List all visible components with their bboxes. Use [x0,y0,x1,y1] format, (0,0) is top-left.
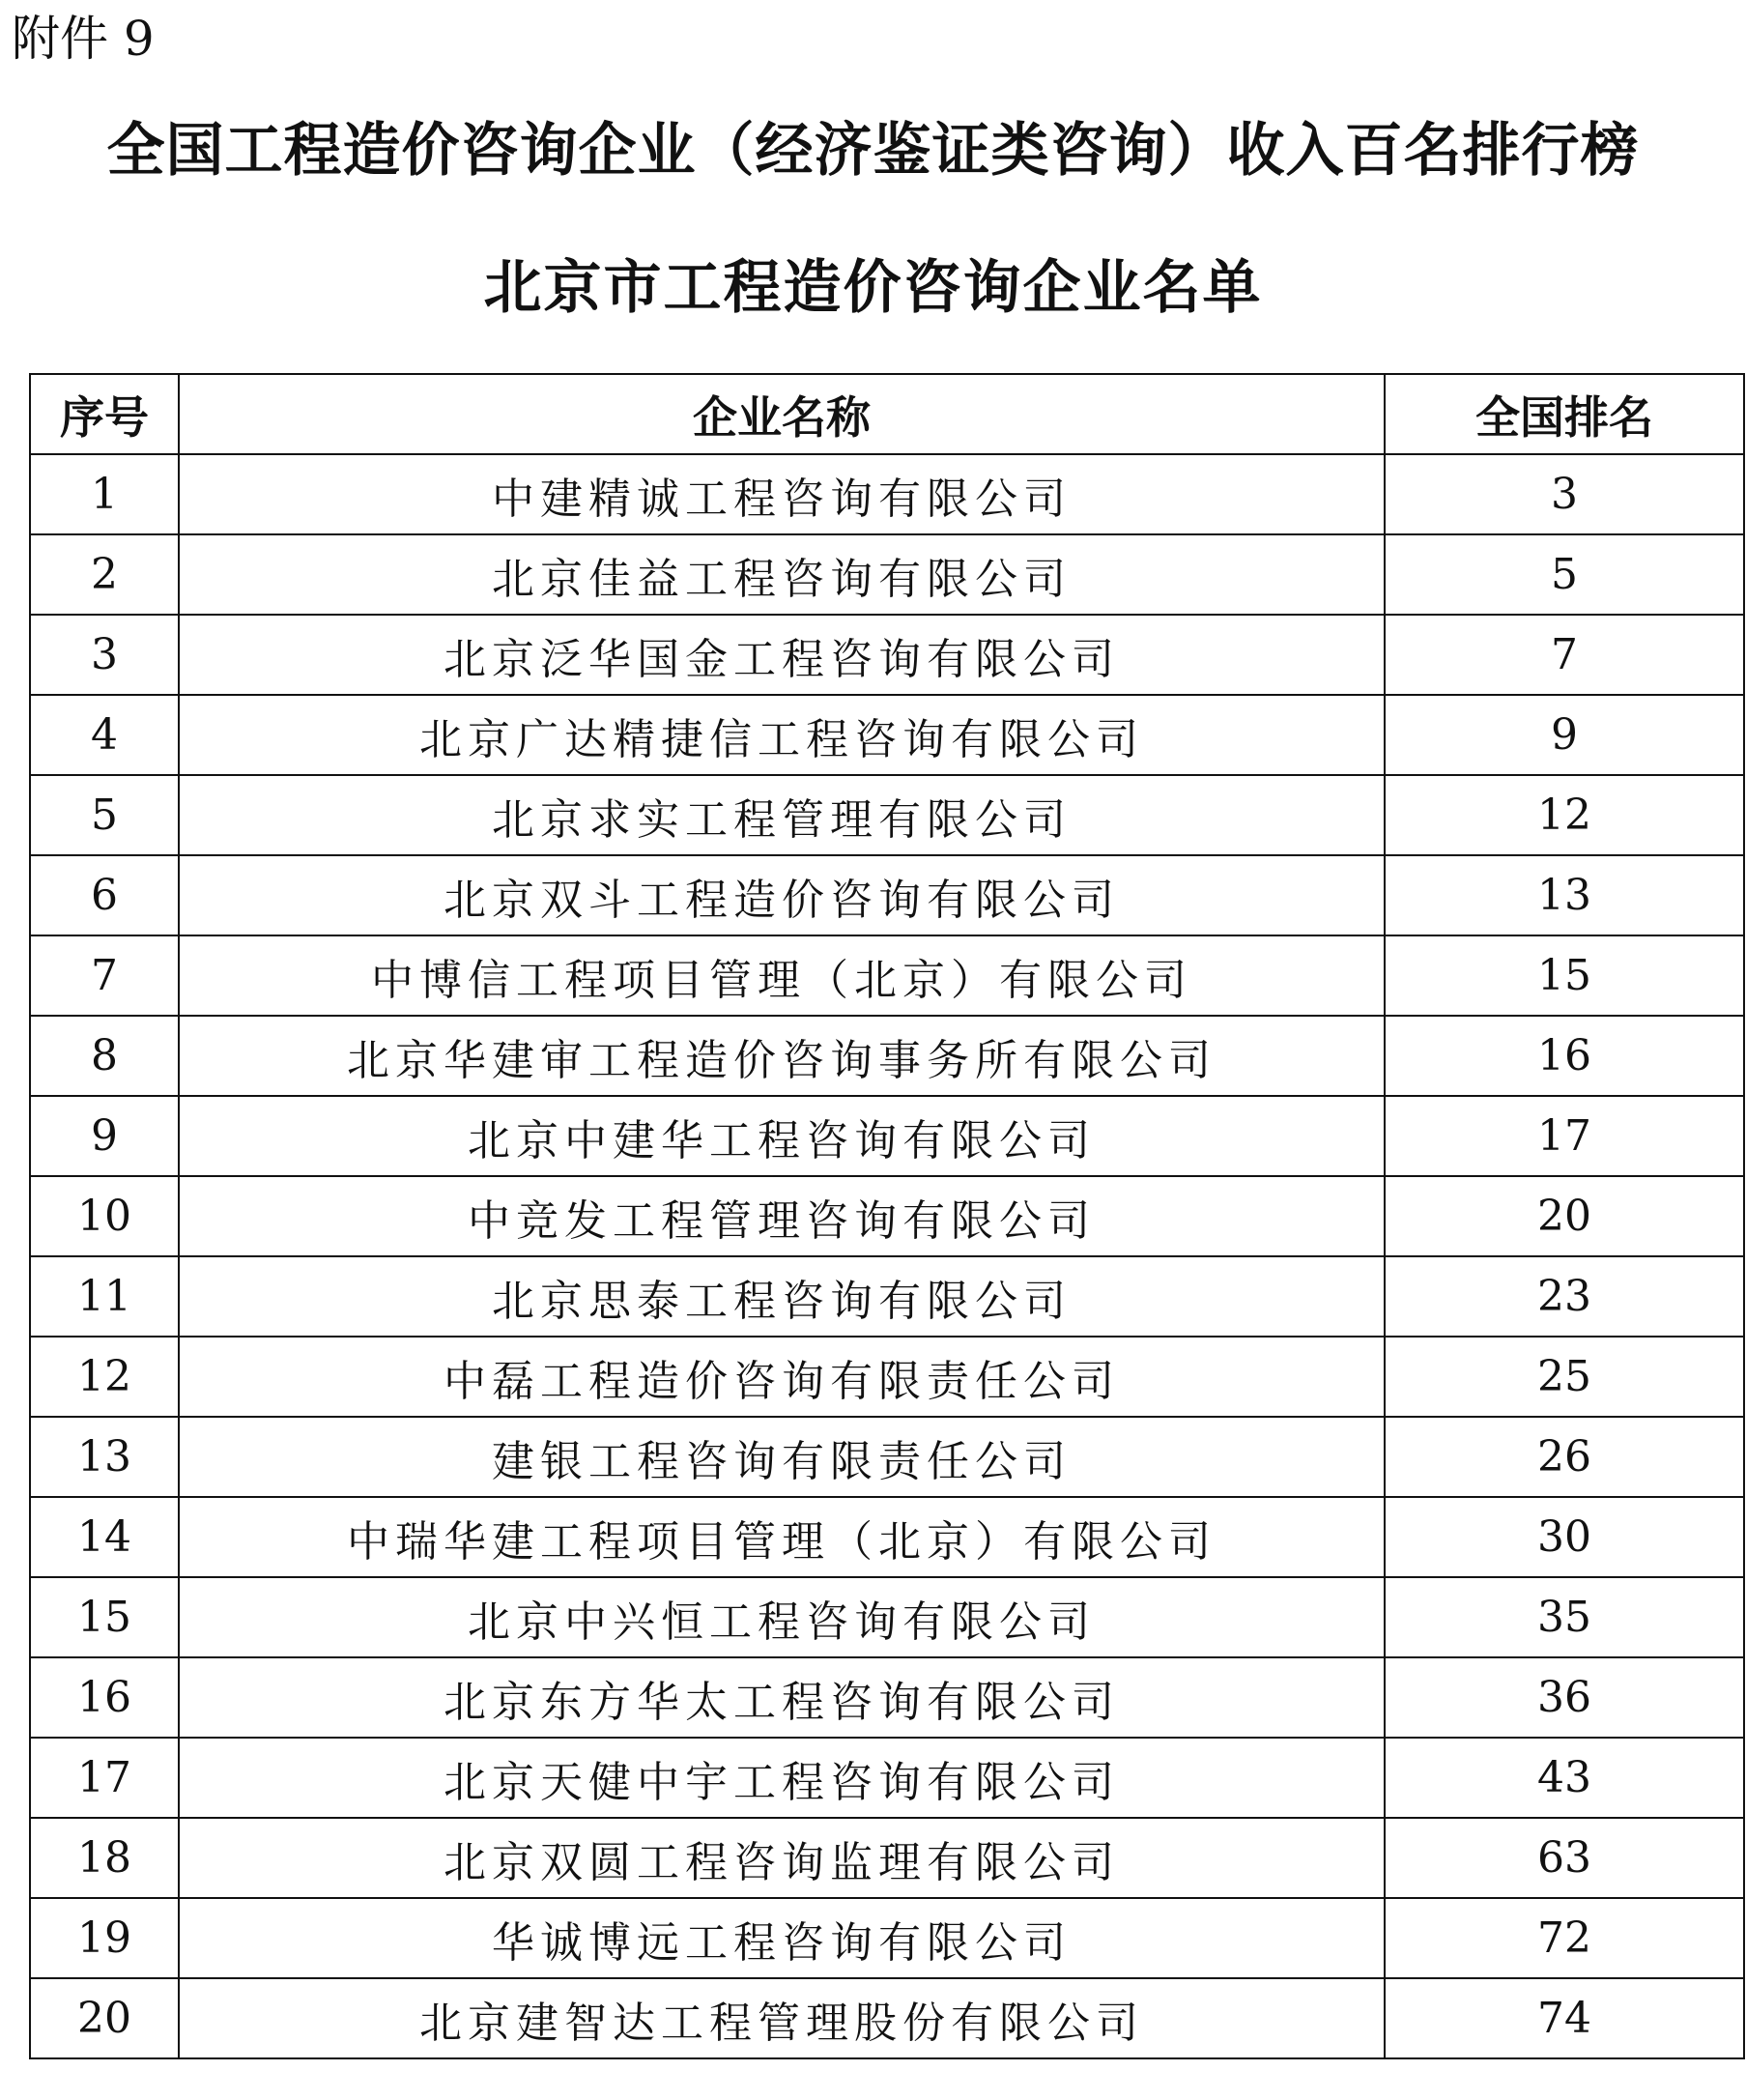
header-no: 序号 [30,374,179,454]
table-row [30,1096,1744,1176]
cell-name: 北京广达精捷信工程咨询有限公司 [179,695,1385,775]
cell-no: 14 [30,1497,179,1577]
cell-name: 建银工程咨询有限责任公司 [179,1417,1385,1497]
cell-rank: 26 [1385,1417,1744,1497]
cell-rank: 36 [1385,1657,1744,1738]
cell-name: 中建精诚工程咨询有限公司 [179,454,1385,534]
cell-rank: 72 [1385,1898,1744,1978]
cell-rank: 13 [1385,855,1744,935]
cell-rank: 23 [1385,1256,1744,1337]
cell-rank: 35 [1385,1577,1744,1657]
table-row [30,1417,1744,1497]
table-row [30,695,1744,775]
cell-name: 北京双圆工程咨询监理有限公司 [179,1818,1385,1898]
cell-rank: 3 [1385,454,1744,534]
table-row [30,935,1744,1016]
header-rank: 全国排名 [1385,374,1744,454]
table-row [30,1176,1744,1256]
cell-name: 北京东方华太工程咨询有限公司 [179,1657,1385,1738]
cell-no: 10 [30,1176,179,1256]
table-row [30,615,1744,695]
cell-no: 5 [30,775,179,855]
cell-name: 华诚博远工程咨询有限公司 [179,1898,1385,1978]
cell-no: 16 [30,1657,179,1738]
document-title: 全国工程造价咨询企业（经济鉴证类咨询）收入百名排行榜 [106,117,1640,185]
table-row [30,1577,1744,1657]
table-row [30,855,1744,935]
table-row [30,534,1744,615]
cell-name: 北京双斗工程造价咨询有限公司 [179,855,1385,935]
table-row [30,1898,1744,1978]
cell-no: 18 [30,1818,179,1898]
cell-no: 7 [30,935,179,1016]
cell-no: 15 [30,1577,179,1657]
cell-name: 北京中建华工程咨询有限公司 [179,1096,1385,1176]
cell-no: 4 [30,695,179,775]
table-row [30,454,1744,534]
table-row [30,1738,1744,1818]
table-row [30,1978,1744,2058]
cell-name: 北京中兴恒工程咨询有限公司 [179,1577,1385,1657]
cell-no: 2 [30,534,179,615]
cell-name: 北京泛华国金工程咨询有限公司 [179,615,1385,695]
cell-name: 北京华建审工程造价咨询事务所有限公司 [179,1016,1385,1096]
cell-rank: 15 [1385,935,1744,1016]
cell-rank: 43 [1385,1738,1744,1818]
header-name: 企业名称 [179,374,1385,454]
table-row [30,1497,1744,1577]
cell-rank: 7 [1385,615,1744,695]
cell-name: 中博信工程项目管理（北京）有限公司 [179,935,1385,1016]
document-subtitle: 北京市工程造价咨询企业名单 [483,254,1263,322]
cell-rank: 74 [1385,1978,1744,2058]
ranking-table [29,373,1745,2059]
cell-rank: 16 [1385,1016,1744,1096]
table-row [30,1256,1744,1337]
cell-name: 中瑞华建工程项目管理（北京）有限公司 [179,1497,1385,1577]
cell-no: 17 [30,1738,179,1818]
attachment-label: 附件 9 [12,11,155,67]
cell-no: 13 [30,1417,179,1497]
cell-no: 6 [30,855,179,935]
table-row [30,1657,1744,1738]
cell-name: 北京佳益工程咨询有限公司 [179,534,1385,615]
cell-no: 1 [30,454,179,534]
cell-no: 19 [30,1898,179,1978]
cell-name: 北京天健中宇工程咨询有限公司 [179,1738,1385,1818]
cell-no: 9 [30,1096,179,1176]
table-row [30,1016,1744,1096]
cell-name: 北京思泰工程咨询有限公司 [179,1256,1385,1337]
cell-name: 北京求实工程管理有限公司 [179,775,1385,855]
table-header-row [30,374,1744,454]
cell-rank: 5 [1385,534,1744,615]
table-row [30,1818,1744,1898]
cell-no: 8 [30,1016,179,1096]
cell-no: 11 [30,1256,179,1337]
cell-name: 中竞发工程管理咨询有限公司 [179,1176,1385,1256]
cell-no: 12 [30,1337,179,1417]
cell-rank: 20 [1385,1176,1744,1256]
cell-no: 20 [30,1978,179,2058]
cell-rank: 9 [1385,695,1744,775]
cell-no: 3 [30,615,179,695]
cell-rank: 17 [1385,1096,1744,1176]
cell-name: 中磊工程造价咨询有限责任公司 [179,1337,1385,1417]
cell-rank: 30 [1385,1497,1744,1577]
cell-rank: 63 [1385,1818,1744,1898]
cell-name: 北京建智达工程管理股份有限公司 [179,1978,1385,2058]
table-row [30,1337,1744,1417]
table-row [30,775,1744,855]
cell-rank: 12 [1385,775,1744,855]
cell-rank: 25 [1385,1337,1744,1417]
